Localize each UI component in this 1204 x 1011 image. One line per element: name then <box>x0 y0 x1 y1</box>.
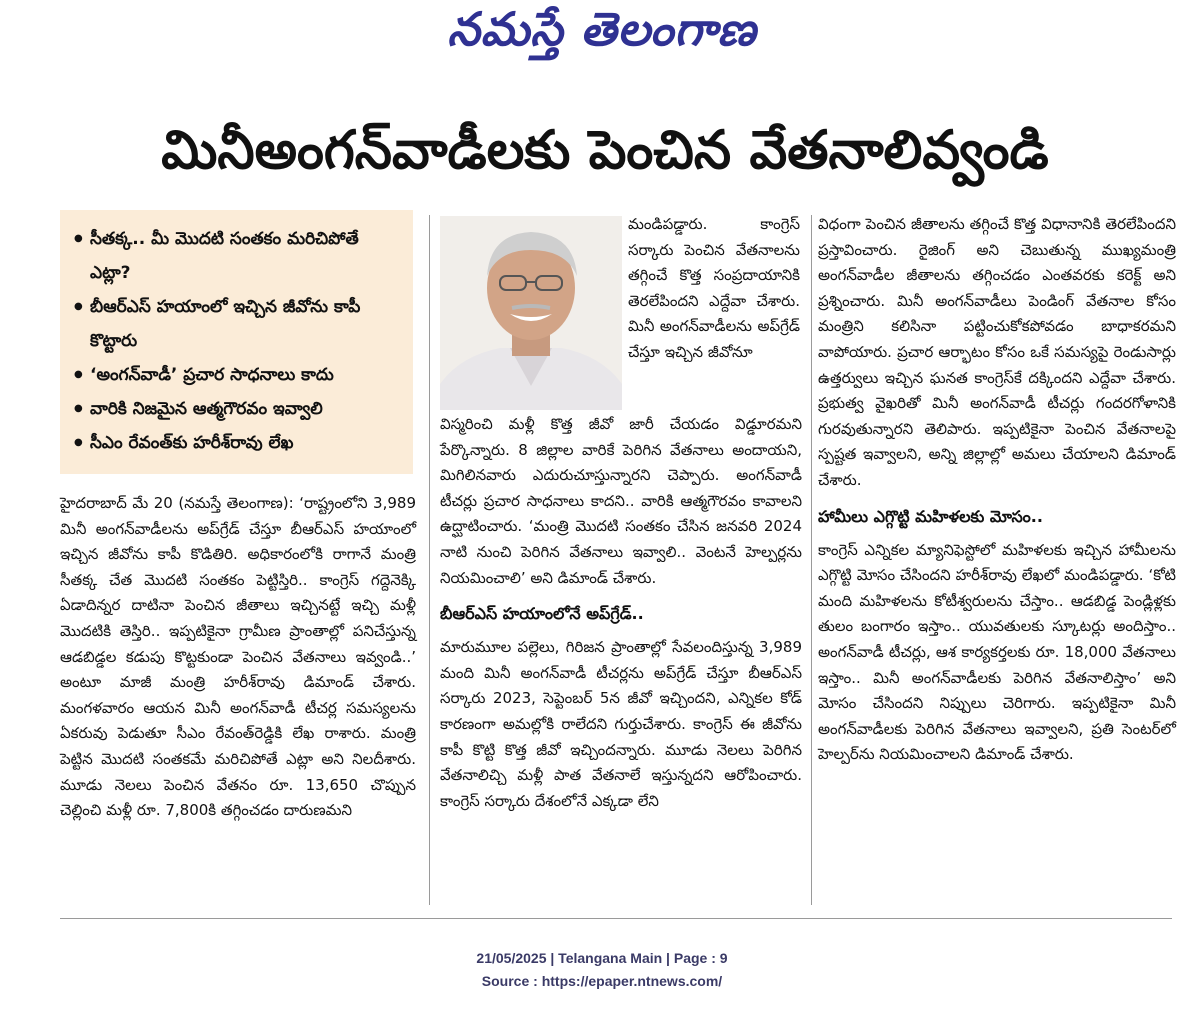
column-divider <box>811 215 812 905</box>
article-paragraph: మారుమూల పల్లెలు, గిరిజన ప్రాంతాల్లో సేవలందిస్తున్న 3,989 మంది మినీ అంగన్‌వాడీ టీచర్లను అప్‌గ్రేడ్‌ చేస్తూ బీఆర్‌ఎస్‌ సర్కారు 2023, సెప్టెంబర్‌ 5న జీవో ఇచ్చిందని, ఎన్నికల కోడ్‌ కారణంగా అమల్లోకి రాలేదని గుర్తుచేశారు. కాంగ్రెస్‌ ఈ జీవోను కాపీ కొట్టి కొత్త జీవో ఇచ్చిందన్నారు. మూడు నెలలు పెరిగిన వేతనాలిచ్చి మళ్లీ పాత వేతనాలే ఇస్తున్నదని ఆరోపించారు. కాంగ్రెస్‌ సర్కారు దేశంలోనే ఎక్కడా లేని <box>440 638 802 810</box>
footer-source-line: Source : https://epaper.ntnews.com/ <box>481 973 723 989</box>
article-column-2-top <box>628 212 800 366</box>
highlights-list <box>60 210 413 460</box>
bottom-rule <box>60 918 1172 919</box>
highlights-box <box>60 210 413 474</box>
article-paragraph: విధంగా పెంచిన జీతాలను తగ్గించే కొత్త విధానానికి తెరలేపిందని ప్రస్తావించారు. రైజింగ్‌ అని చెబుతున్న ముఖ్యమంత్రి అంగన్‌వాడీల జీతాలను తగ్గించడం ఎంతవరకు కరెక్ట్‌ అని ప్రశ్నించారు. మినీ అంగన్‌వాడీలు పెండింగ్‌ వేతనాల కోసం మంత్రిని కలిసినా పట్టించుకోకపోవడం బాధాకరమని వాపోయారు. ప్రచార ఆర్భాటం కోసం ఒకే సమస్యపై రెండుసార్లు ఉత్తర్వులు ఇచ్చిన ఘనత కాంగ్రెస్‌కే దక్కిందని ఎద్దేవా చేశారు. ప్రభుత్వ వైఖరితో మినీ అంగన్‌వాడీ టీచర్లు గందరగోళానికి గురవుతున్నారని తెలిపారు. ఇప్పటికైనా పెంచిన వేతనాలపై స్పష్టత ఇవ్వాలని, అన్ని జిల్లాల్లో అమలు చేయాలని డిమాండ్‌ చేశారు. <box>818 215 1176 489</box>
article-paragraph: కాంగ్రెస్‌ ఎన్నికల మ్యానిఫెస్టోలో మహిళలకు ఇచ్చిన హామీలను ఎగ్గొట్టి మోసం చేసిందని హరీశ్‌రావు లేఖలో మండిపడ్డారు. ‘కోటి మంది మహిళలను కోటీశ్వరులను చేస్తాం.. ఆడబిడ్డ పెండ్లిళ్లకు తులం బంగారం ఇస్తాం.. యువతులకు స్కూటర్లు అందిస్తాం.. అంగన్‌వాడీ టీచర్లు, ఆశ కార్యకర్తలకు రూ. 18,000 వేతనాలు ఇస్తాం.. మినీ అంగన్‌వాడీలకు పెరిగిన వేతనాలిస్తాం’ అని మోసం చేసిందని నిప్పులు చెరిగారు. ఇప్పటికైనా మినీ అంగన్‌వాడీలకు పెరిగిన వేతనాలు ఇవ్వాలని, ప్రతి సెంటర్‌లో హెల్పర్‌ను నియమించాలని డిమాండ్‌ చేశారు. <box>818 540 1176 764</box>
masthead <box>0 2 1204 68</box>
article-column-1 <box>60 491 416 824</box>
highlight-item: ● సీతక్క.. మీ మొదటి సంతకం మరిచిపోతే ఎట్లా? <box>74 222 403 290</box>
headline: మినీఅంగన్‌వాడీలకు పెంచిన వేతనాలివ్వండి <box>161 120 1049 181</box>
article-paragraph: హైదరాబాద్‌ మే 20 (నమస్తే తెలంగాణ): ‘రాష్ట్రంలోని 3,989 మినీ అంగన్‌వాడీలను అప్‌గ్రేడ్‌ చేస్తూ బీఆర్‌ఎస్‌ హయాంలో ఇచ్చిన జీవోను కాపీ కొడితిరి. అధికారంలోకి రాగానే మంత్రి సీతక్క చేత మొదటి సంతకం పెట్టిస్తిరి.. కాంగ్రెస్‌ గద్దెనెక్కి ఏడాదిన్నర దాటినా పెంచిన జీతాలు ఇచ్చినట్టే ఇచ్చి మళ్లీ మొదటికి తెస్తిరి.. ఇప్పటికైనా గ్రామీణ ప్రాంతాల్లో పనిచేస్తున్న ఆడబిడ్డల కడుపు కొట్టకుండా పెంచిన వేతనాలు ఇవ్వండి..’ అంటూ మాజీ మంత్రి హరీశ్‌రావు డిమాండ్‌ చేశారు. మంగళవారం ఆయన మినీ అంగన్‌వాడీ టీచర్ల సమస్యలను ఏకరువు పెడుతూ సీఎం రేవంత్‌రెడ్డికి లేఖ రాశారు. మంత్రి పెట్టిన మొదటి సంతకమే మరిచిపోతే ఎట్లా అని నిలదీశారు. మూడు నెలలు పెంచిన వేతనం రూ. 13,650 చొప్పున చెల్లించి మళ్లీ రూ. 7,800కి తగ్గించడం దారుణమని <box>60 494 416 820</box>
masthead-title: నమస్తే తెలంగాణ <box>447 2 757 56</box>
article-column-2 <box>440 412 802 814</box>
article-paragraph: విస్మరించి మళ్లీ కొత్త జీవో జారీ చేయడం విడ్డూరమని పేర్కొన్నారు. 8 జిల్లాల వారికే పెరిగిన వేతనాలు అందాయని, మిగిలినవారు ఎదురుచూస్తున్నారని చెప్పారు. అంగన్‌వాడీ టీచర్లు ప్రచార సాధనాలు కాదని.. వారికి ఆత్మగౌరవం కావాలని ఉద్ఘాటించారు. ‘మంత్రి మొదటి సంతకం చేసిన జనవరి 2024 నాటి నుంచి పెరిగిన వేతనాలు ఇవ్వాలి.. వెంటనే హెల్పర్లను నియమించాలి’ అని డిమాండ్‌ చేశారు. <box>440 415 802 587</box>
highlight-item: ● వారికి నిజమైన ఆత్మగౌరవం ఇవ్వాలి <box>74 392 403 426</box>
subheading: హామీలు ఎగ్గొట్టి మహిళలకు మోసం.. <box>818 506 1043 526</box>
footer-date-line: 21/05/2025 | Telangana Main | Page : 9 <box>476 950 728 966</box>
article-paragraph: మండిపడ్డారు. కాంగ్రెస్‌ సర్కారు పెంచిన వేతనాలను తగ్గించే కొత్త సంప్రదాయానికి తెరలేపిందని ఎద్దేవా చేశారు. మినీ అంగన్‌వాడీలను అప్‌గ్రేడ్‌ చేస్తూ ఇచ్చిన జీవోనూ <box>628 215 800 361</box>
article-column-3 <box>818 212 1176 768</box>
portrait-illustration <box>440 216 622 410</box>
portrait-photo <box>440 216 622 410</box>
column-divider <box>429 215 430 905</box>
highlight-item: ● బీఆర్‌ఎస్‌ హయాంలో ఇచ్చిన జీవోను కాపీ కొట్టారు <box>74 290 403 358</box>
highlight-item: ● సీఎం రేవంత్‌కు హరీశ్‌రావు లేఖ <box>74 426 403 460</box>
subheading: బీఆర్‌ఎస్‌ హయాంలోనే అప్‌గ్రేడ్‌.. <box>440 604 644 624</box>
highlight-item: ● ‘అంగన్‌వాడీ’ ప్రచార సాధనాలు కాదు <box>74 358 403 392</box>
